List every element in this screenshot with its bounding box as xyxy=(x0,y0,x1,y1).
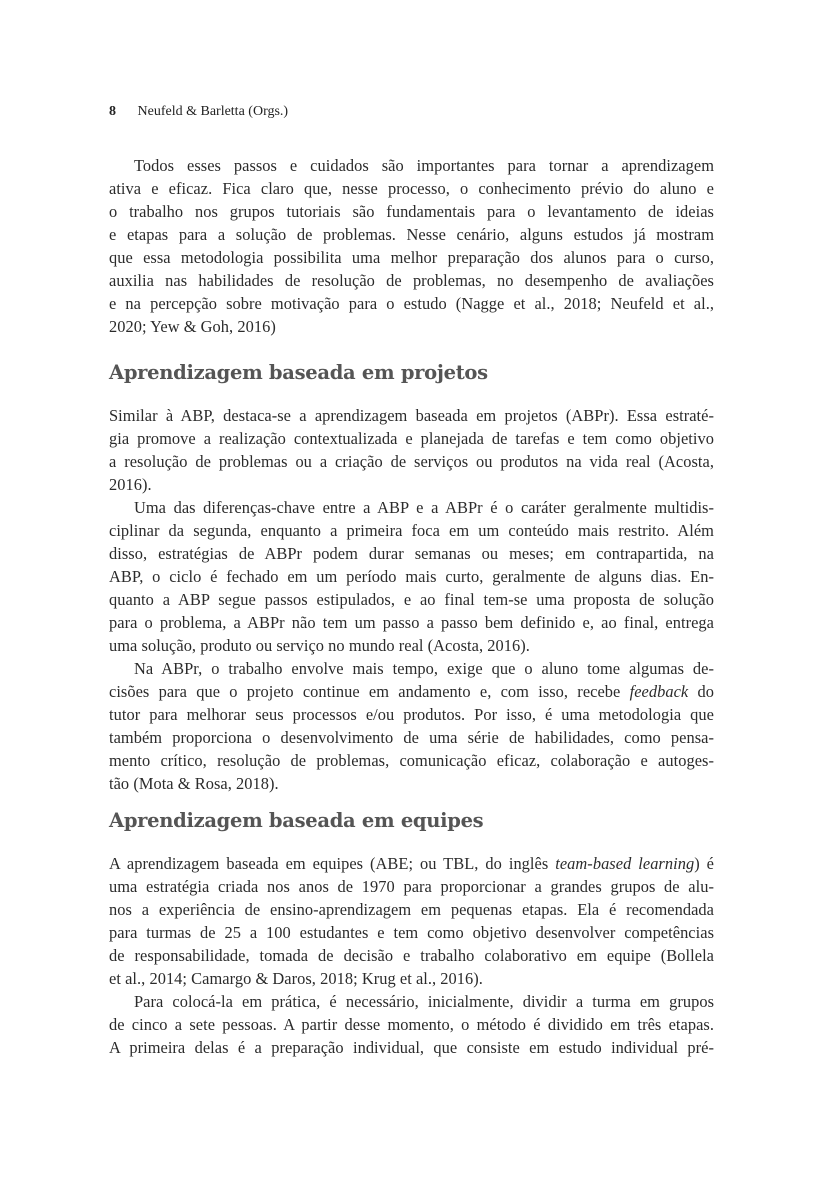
text-line: ativa e eficaz. Fica claro que, nesse processo, o conhecimento prévio do aluno e xyxy=(109,179,714,198)
text-line: Para colocá-la em prática, é necessário, inicialmente, dividir a turma em grupos xyxy=(134,992,714,1011)
section-heading-equipes: Aprendizagem baseada em equipes xyxy=(109,809,484,832)
text-line: tutor para melhorar seus processos e/ou produtos. Por isso, é uma metodologia que xyxy=(109,705,714,724)
text-line: para turmas de 25 a 100 estudantes e tem como objetivo desenvolver competências xyxy=(109,923,714,942)
text-line: mento crítico, resolução de problemas, comunicação eficaz, colaboração e autoges- xyxy=(109,751,714,770)
text-line: gia promove a realização contextualizada e planejada de tarefas e tem como objetivo xyxy=(109,429,714,448)
text-line: nos a experiência de ensino-aprendizagem em pequenas etapas. Ela é recomendada xyxy=(109,900,714,919)
text-line: Na ABPr, o trabalho envolve mais tempo, exige que o aluno tome algumas de- xyxy=(134,659,714,678)
text-line: também proporciona o desenvolvimento de uma série de habilidades, como pensa- xyxy=(109,728,714,747)
text-line: 2020; Yew & Goh, 2016) xyxy=(109,317,276,336)
text-line: ciplinar da segunda, enquanto a primeira foca em um conteúdo mais restrito. Além xyxy=(109,521,714,540)
text-line: e etapas para a solução de problemas. Nesse cenário, alguns estudos já mostram xyxy=(109,225,714,244)
text-line: Uma das diferenças-chave entre a ABP e a ABPr é o caráter geralmente multidis- xyxy=(134,498,714,517)
running-title: Neufeld & Barletta (Orgs.) xyxy=(137,104,289,119)
text-line: uma estratégia criada nos anos de 1970 para proporcionar a grandes grupos de alu- xyxy=(109,877,714,896)
text-line: de responsabilidade, tomada de decisão e trabalho colaborativo em equipe (Bollela xyxy=(109,946,714,965)
text-line: a resolução de problemas ou a criação de serviços ou produtos na vida real (Acosta, xyxy=(109,452,714,471)
text-line: de cinco a sete pessoas. A partir desse momento, o método é dividido em três etapas. xyxy=(109,1015,714,1034)
text-line: disso, estratégias de ABPr podem durar semanas ou meses; em contrapartida, na xyxy=(109,544,714,563)
text-line xyxy=(109,852,714,875)
text-line: uma solução, produto ou serviço no mundo real (Acosta, 2016). xyxy=(109,636,530,655)
text-line: e na percepção sobre motivação para o estudo (Nagge et al., 2018; Neufeld et al., xyxy=(109,294,714,313)
text-line: que essa metodologia possibilita uma melhor preparação dos alunos para o curso, xyxy=(109,248,714,267)
text-run: ) é xyxy=(694,854,715,873)
text-run: A aprendizagem baseada em equipes (ABE; ou TBL, do inglês xyxy=(109,854,556,873)
text-line: A primeira delas é a preparação individual, que consiste em estudo individual pré- xyxy=(109,1038,714,1057)
text-line: auxilia nas habilidades de resolução de problemas, no desempenho de avaliações xyxy=(109,271,714,290)
italic-term-feedback: feedback xyxy=(629,682,689,701)
section-heading-projetos: Aprendizagem baseada em projetos xyxy=(109,361,488,384)
text-line: para o problema, a ABPr não tem um passo a passo bem definido e, ao final, entrega xyxy=(109,613,714,632)
running-header xyxy=(109,104,288,120)
text-line: o trabalho nos grupos tutoriais são fundamentais para o levantamento de ideias xyxy=(109,202,714,221)
text-line: 2016). xyxy=(109,475,152,494)
text-run: cisões para que o projeto continue em andamento e, com isso, recebe xyxy=(109,682,630,701)
text-line xyxy=(109,680,714,703)
text-run: do xyxy=(688,682,714,701)
text-line: ABP, o ciclo é fechado em um período mais curto, geralmente de alguns dias. En- xyxy=(109,567,714,586)
text-line: et al., 2014; Camargo & Daros, 2018; Krug et al., 2016). xyxy=(109,969,483,988)
text-line: tão (Mota & Rosa, 2018). xyxy=(109,774,279,793)
text-line: Todos esses passos e cuidados são importantes para tornar a aprendizagem xyxy=(134,156,714,175)
page-number: 8 xyxy=(109,104,116,119)
italic-term-team-based-learning: team-based learning xyxy=(555,854,695,873)
text-line: Similar à ABP, destaca-se a aprendizagem baseada em projetos (ABPr). Essa estraté- xyxy=(109,406,714,425)
text-line: quanto a ABP segue passos estipulados, e ao final tem-se uma proposta de solução xyxy=(109,590,714,609)
